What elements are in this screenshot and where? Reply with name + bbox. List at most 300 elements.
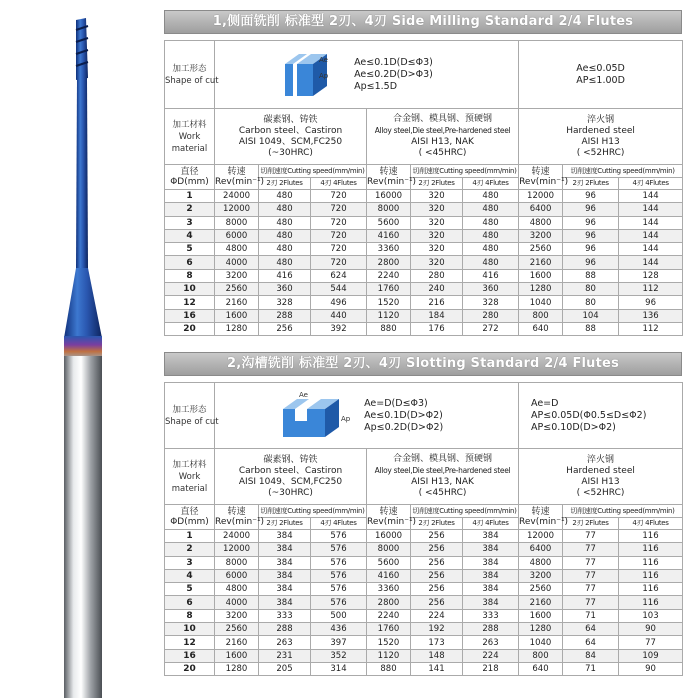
diameter-cell: 12 [165, 636, 215, 649]
rev-header: 转速 Rev(min⁻¹) [367, 165, 411, 190]
value-cell: 328 [259, 296, 311, 309]
value-cell: 16000 [367, 190, 411, 203]
value-cell: 2160 [215, 296, 259, 309]
value-cell: 116 [619, 596, 683, 609]
diameter-cell: 3 [165, 556, 215, 569]
value-cell: 496 [311, 296, 367, 309]
value-cell: 480 [463, 203, 519, 216]
side-milling-section [164, 10, 682, 336]
value-cell: 480 [463, 243, 519, 256]
slotting-icon [279, 391, 353, 441]
value-cell: 4800 [215, 243, 259, 256]
table-row [165, 322, 683, 335]
value-cell: 4000 [215, 256, 259, 269]
table-row [165, 636, 683, 649]
value-cell: 1520 [367, 296, 411, 309]
diameter-cell: 10 [165, 623, 215, 636]
value-cell: 148 [411, 649, 463, 662]
diameter-cell: 4 [165, 569, 215, 582]
value-cell: 96 [563, 190, 619, 203]
value-cell: 224 [463, 649, 519, 662]
value-cell: 144 [619, 229, 683, 242]
value-cell: 480 [259, 243, 311, 256]
value-cell: 64 [563, 636, 619, 649]
value-cell: 384 [463, 569, 519, 582]
value-cell: 288 [463, 623, 519, 636]
end-mill-image [62, 18, 118, 698]
diameter-cell: 2 [165, 203, 215, 216]
value-cell: 256 [411, 583, 463, 596]
value-cell: 2160 [519, 596, 563, 609]
value-cell: 2240 [367, 269, 411, 282]
value-cell: 288 [259, 309, 311, 322]
diameter-cell: 10 [165, 283, 215, 296]
diameter-cell: 3 [165, 216, 215, 229]
value-cell: 77 [563, 530, 619, 543]
material-label: 加工材料 Work material [165, 449, 215, 505]
value-cell: 1120 [367, 649, 411, 662]
value-cell: 2800 [367, 256, 411, 269]
svg-text:Ae: Ae [299, 390, 308, 399]
value-cell: 576 [311, 596, 367, 609]
speed-header: 切削速度Cutting speed(mm/min) [259, 505, 367, 518]
value-cell: 384 [259, 569, 311, 582]
value-cell: 1600 [215, 309, 259, 322]
value-cell: 4160 [367, 569, 411, 582]
value-cell: 333 [259, 609, 311, 622]
cut-condition: Ap≤1.5D [354, 80, 398, 92]
value-cell: 5600 [367, 216, 411, 229]
diameter-cell: 20 [165, 662, 215, 675]
value-cell: 440 [311, 309, 367, 322]
value-cell: 144 [619, 256, 683, 269]
cut-condition: Ae≤0.1D(D≤Φ3) [354, 56, 433, 68]
value-cell: 320 [411, 229, 463, 242]
value-cell: 2560 [215, 283, 259, 296]
value-cell: 2160 [519, 256, 563, 269]
flute4-header: 4刃 4Flutes [463, 518, 519, 530]
flute2-header: 2刃 2Flutes [563, 518, 619, 530]
table-row [165, 543, 683, 556]
diameter-cell: 8 [165, 269, 215, 282]
value-cell: 1760 [367, 283, 411, 296]
value-cell: 12000 [519, 190, 563, 203]
value-cell: 116 [619, 583, 683, 596]
value-cell: 800 [519, 649, 563, 662]
value-cell: 231 [259, 649, 311, 662]
value-cell: 2560 [215, 623, 259, 636]
value-cell: 144 [619, 190, 683, 203]
value-cell: 77 [563, 556, 619, 569]
value-cell: 3360 [367, 243, 411, 256]
value-cell: 397 [311, 636, 367, 649]
value-cell: 384 [463, 543, 519, 556]
value-cell: 392 [311, 322, 367, 335]
value-cell: 256 [411, 569, 463, 582]
value-cell: 3200 [215, 609, 259, 622]
value-cell: 384 [259, 530, 311, 543]
table-row [165, 569, 683, 582]
cutting-table [164, 382, 683, 676]
side-milling-icon [279, 50, 341, 100]
value-cell: 416 [463, 269, 519, 282]
value-cell: 116 [619, 556, 683, 569]
value-cell: 112 [619, 322, 683, 335]
value-cell: 384 [463, 530, 519, 543]
diameter-cell: 16 [165, 309, 215, 322]
value-cell: 4160 [367, 229, 411, 242]
value-cell: 112 [619, 283, 683, 296]
value-cell: 1040 [519, 296, 563, 309]
value-cell: 1600 [519, 609, 563, 622]
value-cell: 256 [411, 530, 463, 543]
svg-text:Ap: Ap [319, 71, 329, 80]
value-cell: 384 [259, 556, 311, 569]
value-cell: 90 [619, 623, 683, 636]
table-row [165, 243, 683, 256]
table-row [165, 609, 683, 622]
value-cell: 109 [619, 649, 683, 662]
value-cell: 1280 [215, 662, 259, 675]
value-cell: 576 [311, 569, 367, 582]
value-cell: 263 [463, 636, 519, 649]
value-cell: 184 [411, 309, 463, 322]
rev-header: 转速 Rev(min⁻¹) [519, 165, 563, 190]
value-cell: 218 [463, 662, 519, 675]
value-cell: 96 [563, 216, 619, 229]
speed-header: 切削速度Cutting speed(mm/min) [411, 505, 519, 518]
value-cell: 216 [411, 296, 463, 309]
table-row [165, 229, 683, 242]
value-cell: 6400 [519, 203, 563, 216]
slotting-section [164, 352, 682, 676]
value-cell: 544 [311, 283, 367, 296]
diameter-cell: 4 [165, 229, 215, 242]
flute2-header: 2刃 2Flutes [563, 178, 619, 190]
value-cell: 3200 [519, 229, 563, 242]
svg-text:Ap: Ap [341, 414, 351, 423]
value-cell: 12000 [215, 543, 259, 556]
cutting-table [164, 40, 683, 336]
diameter-cell: 6 [165, 596, 215, 609]
value-cell: 2800 [367, 596, 411, 609]
diameter-cell: 5 [165, 583, 215, 596]
shape-cell [215, 383, 519, 449]
value-cell: 71 [563, 609, 619, 622]
material-alloy: 合金钢、模具钢、预硬钢 Alloy steel,Die steel,Pre-hardened steel AISI H13, NAK ( <45HRC) [367, 109, 519, 165]
value-cell: 314 [311, 662, 367, 675]
value-cell: 4800 [519, 556, 563, 569]
value-cell: 263 [259, 636, 311, 649]
flute2-header: 2刃 2Flutes [411, 518, 463, 530]
value-cell: 576 [311, 556, 367, 569]
value-cell: 4800 [215, 583, 259, 596]
value-cell: 280 [411, 269, 463, 282]
value-cell: 360 [259, 283, 311, 296]
value-cell: 96 [563, 243, 619, 256]
value-cell: 384 [259, 583, 311, 596]
value-cell: 2240 [367, 609, 411, 622]
value-cell: 2560 [519, 243, 563, 256]
table-row [165, 309, 683, 322]
value-cell: 480 [259, 229, 311, 242]
value-cell: 144 [619, 216, 683, 229]
value-cell: 320 [411, 216, 463, 229]
value-cell: 12000 [519, 530, 563, 543]
diameter-cell: 16 [165, 649, 215, 662]
value-cell: 24000 [215, 190, 259, 203]
value-cell: 384 [463, 556, 519, 569]
value-cell: 6000 [215, 229, 259, 242]
data-rows [165, 530, 683, 676]
value-cell: 5600 [367, 556, 411, 569]
speed-header: 切削速度Cutting speed(mm/min) [259, 165, 367, 178]
value-cell: 80 [563, 283, 619, 296]
value-cell: 256 [411, 543, 463, 556]
value-cell: 96 [563, 229, 619, 242]
table-row [165, 203, 683, 216]
value-cell: 128 [619, 269, 683, 282]
value-cell: 96 [619, 296, 683, 309]
material-hardened: 淬火钢 Hardened steel AISI H13 ( <52HRC) [519, 449, 683, 505]
value-cell: 480 [259, 203, 311, 216]
value-cell: 205 [259, 662, 311, 675]
flute2-header: 2刃 2Flutes [259, 518, 311, 530]
value-cell: 176 [411, 322, 463, 335]
diameter-cell: 20 [165, 322, 215, 335]
value-cell: 77 [563, 569, 619, 582]
table-row [165, 623, 683, 636]
rev-header: 转速 Rev(min⁻¹) [367, 505, 411, 530]
value-cell: 720 [311, 243, 367, 256]
table-row [165, 256, 683, 269]
value-cell: 88 [563, 322, 619, 335]
diameter-cell: 5 [165, 243, 215, 256]
value-cell: 480 [259, 190, 311, 203]
value-cell: 640 [519, 662, 563, 675]
value-cell: 720 [311, 190, 367, 203]
value-cell: 1280 [519, 623, 563, 636]
diameter-cell: 1 [165, 530, 215, 543]
value-cell: 1280 [215, 322, 259, 335]
table-row [165, 596, 683, 609]
table-row [165, 583, 683, 596]
value-cell: 6000 [215, 569, 259, 582]
value-cell: 136 [619, 309, 683, 322]
value-cell: 141 [411, 662, 463, 675]
value-cell: 328 [463, 296, 519, 309]
flute4-header: 4刃 4Flutes [311, 518, 367, 530]
value-cell: 77 [563, 583, 619, 596]
value-cell: 144 [619, 203, 683, 216]
value-cell: 1120 [367, 309, 411, 322]
value-cell: 173 [411, 636, 463, 649]
diameter-cell: 8 [165, 609, 215, 622]
value-cell: 480 [259, 216, 311, 229]
flute4-header: 4刃 4Flutes [463, 178, 519, 190]
value-cell: 104 [563, 309, 619, 322]
value-cell: 880 [367, 662, 411, 675]
value-cell: 576 [311, 530, 367, 543]
value-cell: 480 [463, 216, 519, 229]
value-cell: 144 [619, 243, 683, 256]
rev-header: 转速 Rev(min⁻¹) [215, 165, 259, 190]
cut-condition: Ae=D(D≤Φ3) [364, 397, 428, 409]
value-cell: 436 [311, 623, 367, 636]
value-cell: 77 [563, 596, 619, 609]
table-row [165, 662, 683, 675]
value-cell: 16000 [367, 530, 411, 543]
material-alloy: 合金钢、模具钢、预硬钢 Alloy steel,Die steel,Pre-hardened steel AISI H13, NAK ( <45HRC) [367, 449, 519, 505]
diameter-cell: 6 [165, 256, 215, 269]
value-cell: 720 [311, 256, 367, 269]
value-cell: 84 [563, 649, 619, 662]
value-cell: 256 [259, 322, 311, 335]
value-cell: 272 [463, 322, 519, 335]
value-cell: 4000 [215, 596, 259, 609]
value-cell: 500 [311, 609, 367, 622]
value-cell: 256 [411, 556, 463, 569]
value-cell: 224 [411, 609, 463, 622]
value-cell: 800 [519, 309, 563, 322]
value-cell: 3200 [215, 269, 259, 282]
value-cell: 720 [311, 203, 367, 216]
shape-cell [215, 41, 519, 109]
value-cell: 720 [311, 229, 367, 242]
value-cell: 88 [563, 269, 619, 282]
section-banner: 2,沟槽铣削 标准型 2刃、4刃 Slotting Standard 2/4 Flutes [164, 352, 682, 376]
value-cell: 8000 [367, 543, 411, 556]
value-cell: 192 [411, 623, 463, 636]
cut-condition: Ae≤0.2D(D>Φ3) [354, 68, 433, 80]
value-cell: 320 [411, 190, 463, 203]
value-cell: 2160 [215, 636, 259, 649]
diameter-cell: 12 [165, 296, 215, 309]
material-carbon: 碳素钢、铸铁 Carbon steel、Castiron AISI 1049、SCM,FC250 (~30HRC) [215, 449, 367, 505]
value-cell: 3360 [367, 583, 411, 596]
value-cell: 352 [311, 649, 367, 662]
hardened-conditions: Ae≤0.05D AP≤1.00D [519, 41, 683, 109]
rev-header: 转速 Rev(min⁻¹) [519, 505, 563, 530]
value-cell: 103 [619, 609, 683, 622]
value-cell: 480 [463, 256, 519, 269]
value-cell: 6400 [519, 543, 563, 556]
value-cell: 384 [463, 583, 519, 596]
value-cell: 1280 [519, 283, 563, 296]
value-cell: 8000 [215, 556, 259, 569]
value-cell: 77 [619, 636, 683, 649]
value-cell: 384 [259, 596, 311, 609]
speed-header: 切削速度Cutting speed(mm/min) [563, 165, 683, 178]
value-cell: 71 [563, 662, 619, 675]
value-cell: 480 [463, 229, 519, 242]
value-cell: 360 [463, 283, 519, 296]
material-hardened: 淬火钢 Hardened steel AISI H13 ( <52HRC) [519, 109, 683, 165]
value-cell: 2560 [519, 583, 563, 596]
flute2-header: 2刃 2Flutes [411, 178, 463, 190]
value-cell: 116 [619, 569, 683, 582]
table-row [165, 216, 683, 229]
value-cell: 8000 [367, 203, 411, 216]
value-cell: 1520 [367, 636, 411, 649]
value-cell: 1760 [367, 623, 411, 636]
value-cell: 333 [463, 609, 519, 622]
value-cell: 1600 [215, 649, 259, 662]
value-cell: 12000 [215, 203, 259, 216]
speed-header: 切削速度Cutting speed(mm/min) [411, 165, 519, 178]
data-rows [165, 190, 683, 336]
diameter-cell: 2 [165, 543, 215, 556]
svg-text:Ae: Ae [319, 55, 328, 64]
value-cell: 96 [563, 256, 619, 269]
value-cell: 1600 [519, 269, 563, 282]
value-cell: 77 [563, 543, 619, 556]
table-row [165, 530, 683, 543]
speed-header: 切削速度Cutting speed(mm/min) [563, 505, 683, 518]
cut-condition: Ae≤0.1D(D>Φ2) [364, 409, 443, 421]
value-cell: 480 [463, 190, 519, 203]
value-cell: 720 [311, 216, 367, 229]
value-cell: 116 [619, 543, 683, 556]
diameter-header: 直径 ΦD(mm) [165, 165, 215, 190]
value-cell: 24000 [215, 530, 259, 543]
value-cell: 320 [411, 256, 463, 269]
value-cell: 880 [367, 322, 411, 335]
value-cell: 256 [411, 596, 463, 609]
table-row [165, 283, 683, 296]
value-cell: 416 [259, 269, 311, 282]
value-cell: 384 [463, 596, 519, 609]
section-banner: 1,侧面铣削 标准型 2刃、4刃 Side Milling Standard 2/4 Flutes [164, 10, 682, 34]
value-cell: 116 [619, 530, 683, 543]
value-cell: 8000 [215, 216, 259, 229]
value-cell: 384 [259, 543, 311, 556]
value-cell: 288 [259, 623, 311, 636]
flute4-header: 4刃 4Flutes [619, 178, 683, 190]
value-cell: 576 [311, 543, 367, 556]
table-row [165, 556, 683, 569]
table-row [165, 269, 683, 282]
value-cell: 90 [619, 662, 683, 675]
value-cell: 3200 [519, 569, 563, 582]
value-cell: 320 [411, 243, 463, 256]
value-cell: 320 [411, 203, 463, 216]
value-cell: 1040 [519, 636, 563, 649]
value-cell: 640 [519, 322, 563, 335]
value-cell: 624 [311, 269, 367, 282]
shape-label: 加工形态 Shape of cut [165, 383, 215, 449]
cut-condition: Ap≤0.2D(D>Φ2) [364, 421, 444, 433]
flute4-header: 4刃 4Flutes [619, 518, 683, 530]
value-cell: 280 [463, 309, 519, 322]
value-cell: 576 [311, 583, 367, 596]
value-cell: 480 [259, 256, 311, 269]
table-row [165, 190, 683, 203]
shape-label: 加工形态 Shape of cut [165, 41, 215, 109]
value-cell: 4800 [519, 216, 563, 229]
value-cell: 80 [563, 296, 619, 309]
rev-header: 转速 Rev(min⁻¹) [215, 505, 259, 530]
flute4-header: 4刃 4Flutes [311, 178, 367, 190]
diameter-cell: 1 [165, 190, 215, 203]
table-row [165, 296, 683, 309]
flute2-header: 2刃 2Flutes [259, 178, 311, 190]
value-cell: 96 [563, 203, 619, 216]
value-cell: 64 [563, 623, 619, 636]
diameter-header: 直径 ΦD(mm) [165, 505, 215, 530]
material-label: 加工材料 Work material [165, 109, 215, 165]
table-row [165, 649, 683, 662]
